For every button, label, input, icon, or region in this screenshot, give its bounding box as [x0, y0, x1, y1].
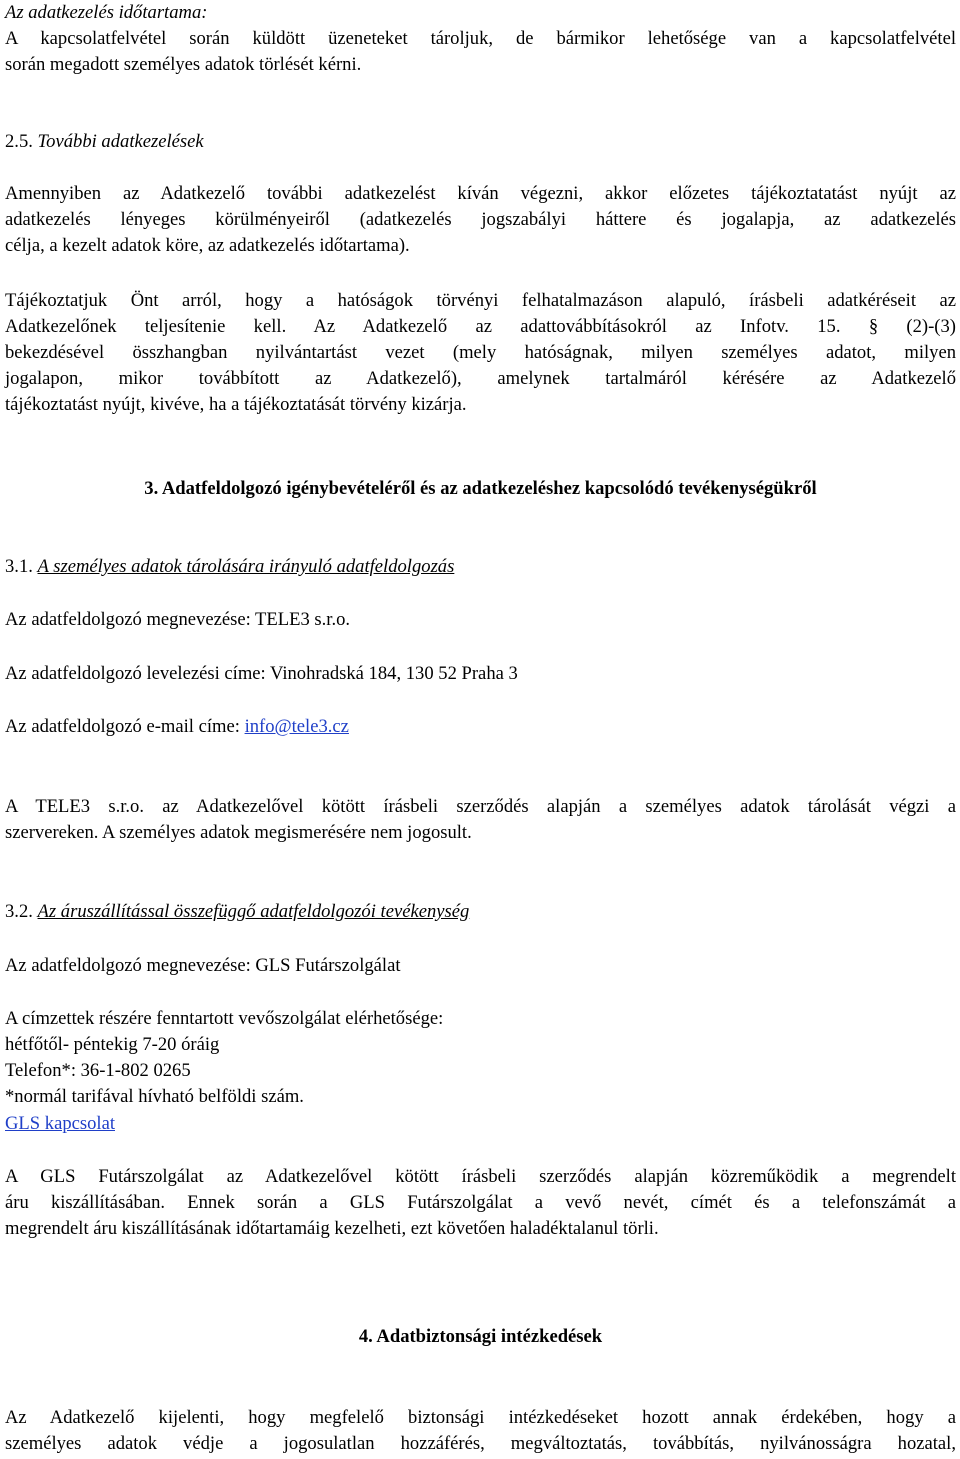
email-label: Az adatfeldolgozó e-mail címe:: [5, 716, 245, 737]
paragraph-line: tájékoztatást nyújt, kivéve, ha a tájékoztatását törvény kizárja.: [5, 394, 467, 415]
paragraph-line: A TELE3 s.r.o. az Adatkezelővel kötött írásbeli szerződés alapján a személyes adatok tárolását végzi a: [5, 796, 956, 817]
paragraph-line: Amennyiben az Adatkezelő további adatkezelést kíván végezni, akkor előzetes tájékoztatatást nyújt az: [5, 183, 956, 204]
paragraph-line: megrendelt áru kiszállításának időtartamáig kezelheti, ezt követően haladéktalanul törli.: [5, 1218, 659, 1239]
paragraph-line: A kapcsolatfelvétel során küldött üzeneteket tároljuk, de bármikor lehetősége van a kapcsolatfelvétel: [5, 28, 956, 49]
paragraph-line: Tájékoztatjuk Önt arról, hogy a hatóságok törvényi felhatalmazáson alapuló, írásbeli adatkéréseit az: [5, 290, 956, 311]
section-number: 3.1.: [5, 556, 33, 577]
gls-processor-name: Az adatfeldolgozó megnevezése: GLS Futárszolgálat: [5, 955, 401, 976]
paragraph-line: során megadott személyes adatok törlését kérni.: [5, 54, 362, 75]
processor-address: Az adatfeldolgozó levelezési címe: Vinohradská 184, 130 52 Praha 3: [5, 663, 518, 684]
paragraph-line: célja, a kezelt adatok köre, az adatkezelés időtartama).: [5, 235, 410, 256]
section-3-2-heading: [5, 899, 469, 925]
paragraph-line: Adatkezelőnek teljesítenie kell. Az Adatkezelő az adattovábbításokról az Infotv. 15. § (2)-(3): [5, 316, 956, 337]
paragraph-line: személyes adatok védje a jogosulatlan hozzáférés, megváltoztatás, továbbítás, nyilvánosságra hozatal,: [5, 1433, 956, 1454]
section-4-heading: 4. Adatbiztonsági intézkedések: [358, 1326, 603, 1347]
retention-paragraph: [5, 26, 956, 78]
section-number: 3.2.: [5, 901, 33, 922]
service-line: hétfőtől- péntekig 7-20 óráig: [5, 1034, 220, 1055]
section-2-5-paragraph-2: [5, 288, 956, 418]
section-2-5-paragraph-1: [5, 181, 956, 259]
email-link[interactable]: info@tele3.cz: [244, 716, 349, 737]
paragraph-line: áru kiszállításában. Ennek során a GLS Futárszolgálat a vevő nevét, címét és a telefonszámát a: [5, 1192, 956, 1213]
paragraph-line: bekezdésével összhangban nyilvántartást vezet (mely hatóságnak, milyen személyes adatot, milyen: [5, 342, 956, 363]
section-3-heading: 3. Adatfeldolgozó igénybevételéről és az adatkezeléshez kapcsolódó tevékenységükről: [144, 478, 817, 499]
section-title: További adatkezelések: [37, 131, 204, 152]
section-3-1-heading: [5, 554, 454, 580]
paragraph-line: adatkezelés lényeges körülményeiről (adatkezelés jogszabályi háttere és jogalapja, az adatkezelés: [5, 209, 956, 230]
paragraph-line: jogalapon, mikor továbbított az Adatkezelő), amelynek tartalmáról kérésére az Adatkezelő: [5, 368, 956, 389]
service-line: *normál tarifával hívható belföldi szám.: [5, 1086, 304, 1107]
section-number: 2.5.: [5, 131, 33, 152]
paragraph-line: A GLS Futárszolgálat az Adatkezelővel kötött írásbeli szerződés alapján közreműködik a megrendelt: [5, 1166, 956, 1187]
gls-contact-line: [5, 1111, 115, 1137]
section-3-1-paragraph: [5, 794, 956, 846]
service-line: Telefon*: 36-1-802 0265: [5, 1060, 191, 1081]
section-title: Az áruszállítással összefüggő adatfeldolgozói tevékenység: [37, 901, 470, 922]
paragraph-line: Az Adatkezelő kijelenti, hogy megfelelő biztonsági intézkedéseket hozott annak érdekében, hogy a: [5, 1407, 956, 1428]
service-line: A címzettek részére fenntartott vevőszolgálat elérhetősége:: [5, 1008, 444, 1029]
section-2-5-heading: [5, 129, 204, 155]
section-3-2-paragraph: [5, 1164, 956, 1242]
processor-email-line: [5, 714, 349, 740]
paragraph-line: szervereken. A személyes adatok megismerésére nem jogosult.: [5, 822, 472, 843]
section-4-paragraph: [5, 1405, 956, 1457]
gls-contact-link[interactable]: GLS kapcsolat: [5, 1113, 115, 1134]
retention-label: Az adatkezelés időtartama:: [5, 2, 208, 23]
section-title: A személyes adatok tárolására irányuló adatfeldolgozás: [37, 556, 455, 577]
processor-name: Az adatfeldolgozó megnevezése: TELE3 s.r.o.: [5, 609, 351, 630]
